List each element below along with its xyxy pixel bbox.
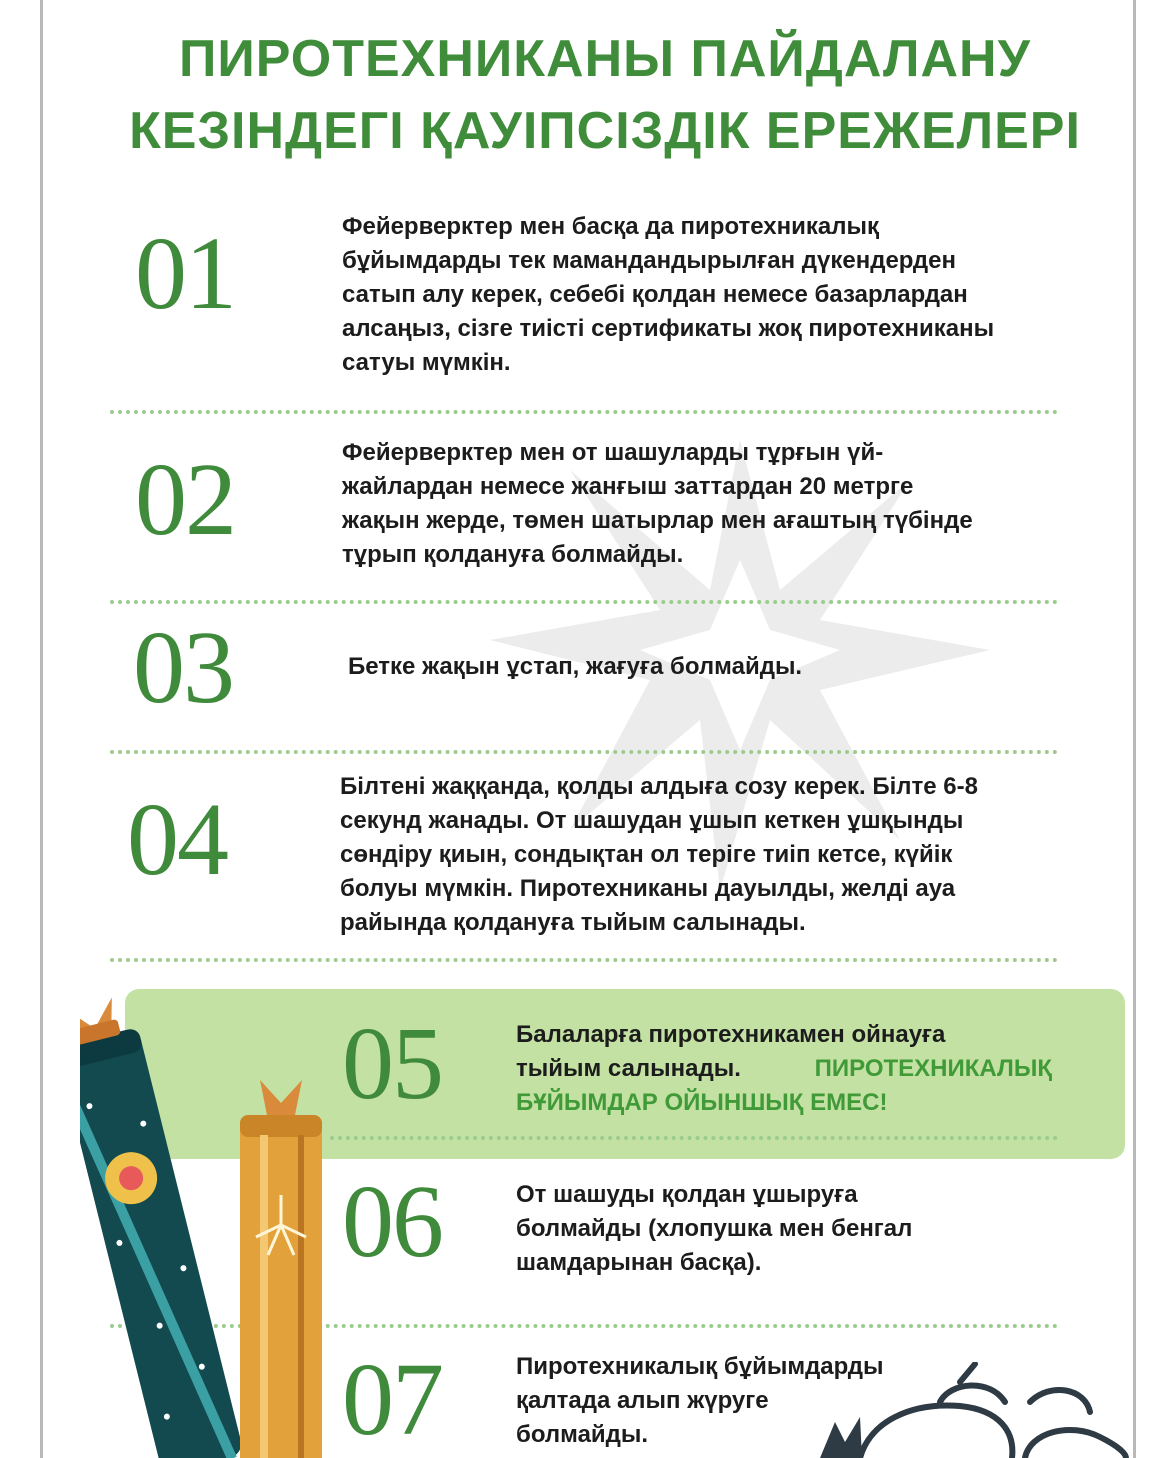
rule-text-line: тұрып қолдануға болмайды. [342, 541, 684, 568]
rule-text-line: Білтені жаққанда, қолды алдыға созу керек. Білте 6-8 [340, 773, 978, 800]
dotted-separator [110, 958, 1058, 962]
rule-text-line: райында қолдануға тыйым салынады. [340, 909, 806, 936]
page-title-line-2: КЕЗІНДЕГІ ҚАУІПСІЗДІК ЕРЕЖЕЛЕРІ [129, 102, 1081, 160]
rule-text-line [516, 1052, 1052, 1086]
rule-text-line: жайлардан немесе жанғыш заттардан 20 метрге [342, 473, 914, 500]
dotted-separator [110, 410, 1058, 414]
rule-text-05 [516, 1018, 1052, 1120]
teal-firecracker-icon [80, 993, 245, 1458]
rule-text-line: Пиротехникалық бұйымдарды [516, 1353, 884, 1380]
rule-text-accent: БҰЙЫМДАР ОЙЫНШЫҚ ЕМЕС! [516, 1089, 888, 1116]
rule-number-03: 03 [133, 610, 233, 725]
rule-text-line: болмайды. [516, 1421, 649, 1448]
rule-text-line: сөндіру қиын, сондықтан ол теріге тиіп кетсе, күйік [340, 841, 953, 868]
rule-text-01 [342, 210, 994, 380]
rule-text-line: қалтада алып жүруге [516, 1387, 769, 1414]
rule-text-line: Фейерверктер мен от шашуларды тұрғын үй- [342, 439, 884, 466]
rule-text-line: алсаңыз, сізге тиісті сертификаты жоқ пиротехниканы [342, 315, 995, 342]
orange-firecracker-icon [240, 1080, 322, 1458]
rule-text-line: болмайды (хлопушка мен бенгал [516, 1215, 913, 1242]
rule-text-line: сатуы мүмкін. [342, 349, 511, 376]
rule-number-04: 04 [127, 782, 227, 897]
rule-text-line: жақын жерде, төмен шатырлар мен ағаштың түбінде [342, 507, 973, 534]
rule-text-03 [348, 650, 802, 684]
page-border-left [40, 0, 43, 1458]
rule-text-06 [516, 1178, 912, 1280]
rule-text-line: секунд жанады. От шашудан ұшып кеткен ұшқынды [340, 807, 964, 834]
rule-number-06: 06 [342, 1164, 442, 1279]
rule-text-04 [340, 770, 978, 940]
rule-text-line: шамдарынан басқа). [516, 1249, 762, 1276]
rule-text-02 [342, 436, 973, 572]
rule-text-line: бұйымдарды тек мамандандырылған дүкендерден [342, 247, 956, 274]
dotted-separator [110, 600, 1058, 604]
rule-text-line: болуы мүмкін. Пиротехниканы дауылды, желді ауа [340, 875, 956, 902]
rule-number-05: 05 [342, 1006, 442, 1121]
rule-number-01: 01 [135, 216, 235, 331]
bag-icon [800, 1362, 1130, 1458]
rule-text-plain: тыйым салынады. [516, 1055, 741, 1082]
dotted-separator [110, 750, 1058, 754]
rule-text-line: Бетке жақын ұстап, жағуға болмайды. [348, 653, 803, 680]
rule-text-line: От шашуды қолдан ұшыруға [516, 1181, 858, 1208]
rule-number-07: 07 [342, 1342, 442, 1457]
rule-text-line: Балаларға пиротехникамен ойнауға [516, 1021, 946, 1048]
rule-text-line: сатып алу керек, себебі қолдан немесе базарлардан [342, 281, 968, 308]
rule-number-02: 02 [135, 442, 235, 557]
page-title-line-1: ПИРОТЕХНИКАНЫ ПАЙДАЛАНУ [179, 30, 1031, 88]
rule-text-accent: ПИРОТЕХНИКАЛЫҚ [814, 1055, 1052, 1082]
page-border-right [1133, 0, 1136, 1458]
dotted-separator [330, 1136, 1058, 1140]
firecracker-illustration [80, 975, 360, 1458]
rule-text-line: Фейерверктер мен басқа да пиротехникалық [342, 213, 880, 240]
